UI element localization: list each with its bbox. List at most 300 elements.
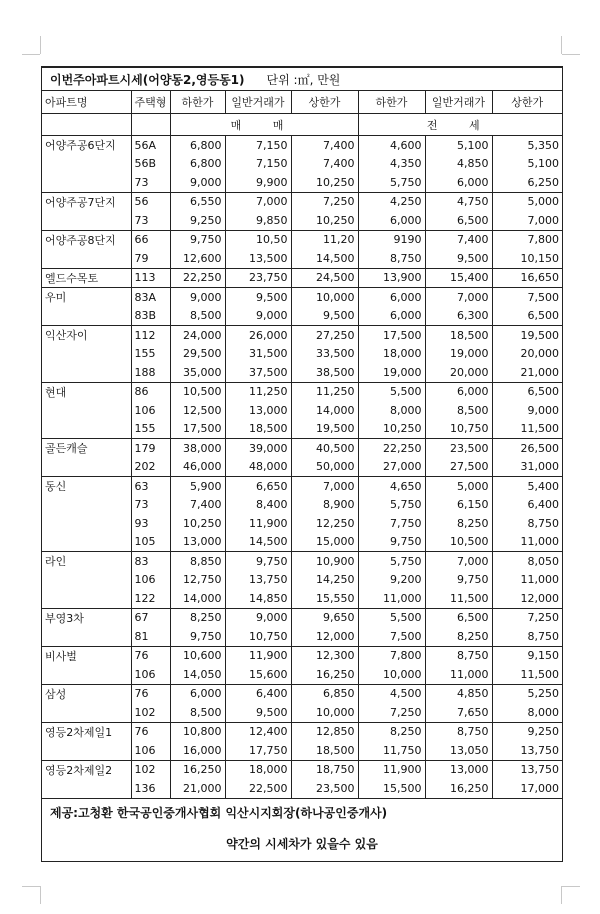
lease-high-cell: 9,000 xyxy=(492,401,562,420)
table-row xyxy=(42,345,562,364)
lease-low-cell: 4,350 xyxy=(358,155,425,174)
footer xyxy=(42,798,562,861)
apartment-name-cell xyxy=(42,458,131,477)
apartment-name-cell xyxy=(42,420,131,439)
sale-high-cell: 12,850 xyxy=(291,722,358,741)
sale-high-cell: 16,250 xyxy=(291,665,358,684)
lease-high-cell: 8,050 xyxy=(492,552,562,571)
sale-normal-cell: 18,000 xyxy=(225,760,291,779)
sale-low-cell: 5,900 xyxy=(170,477,225,496)
lease-low-cell: 8,000 xyxy=(358,401,425,420)
lease-normal-cell: 20,000 xyxy=(425,363,492,382)
lease-low-cell: 10,000 xyxy=(358,665,425,684)
apartment-name-cell: 동신 xyxy=(42,477,131,496)
lease-low-cell: 19,000 xyxy=(358,363,425,382)
lease-normal-cell: 6,150 xyxy=(425,496,492,515)
lease-low-cell: 22,250 xyxy=(358,439,425,458)
lease-high-cell: 10,150 xyxy=(492,249,562,268)
table-row xyxy=(42,173,562,192)
lease-low-cell: 11,900 xyxy=(358,760,425,779)
lease-high-cell: 7,800 xyxy=(492,230,562,249)
sale-low-cell: 8,500 xyxy=(170,307,225,326)
lease-normal-cell: 16,250 xyxy=(425,779,492,798)
table-row xyxy=(42,496,562,515)
sale-low-cell: 9,000 xyxy=(170,288,225,307)
sale-low-cell: 10,600 xyxy=(170,646,225,665)
housing-type-cell: 113 xyxy=(131,268,170,288)
table-row xyxy=(42,230,562,249)
housing-type-cell: 76 xyxy=(131,646,170,665)
lease-low-cell: 6,000 xyxy=(358,307,425,326)
lease-normal-cell: 10,750 xyxy=(425,420,492,439)
apartment-name-cell: 영등2차제일1 xyxy=(42,722,131,741)
col-header-type: 주택형 xyxy=(131,91,170,114)
sale-normal-cell: 23,750 xyxy=(225,268,291,288)
housing-type-cell: 112 xyxy=(131,326,170,345)
sale-normal-cell: 11,900 xyxy=(225,514,291,533)
sale-normal-cell: 13,500 xyxy=(225,249,291,268)
housing-type-cell: 106 xyxy=(131,741,170,760)
lease-high-cell: 31,000 xyxy=(492,458,562,477)
housing-type-cell: 102 xyxy=(131,703,170,722)
sale-normal-cell: 7,150 xyxy=(225,155,291,174)
sale-low-cell: 16,000 xyxy=(170,741,225,760)
housing-type-cell: 188 xyxy=(131,363,170,382)
housing-type-cell: 56B xyxy=(131,155,170,174)
lease-low-cell: 10,250 xyxy=(358,420,425,439)
table-row xyxy=(42,326,562,345)
table-row xyxy=(42,401,562,420)
lease-normal-cell: 7,000 xyxy=(425,288,492,307)
subheader-blank xyxy=(131,114,170,136)
sale-normal-cell: 13,000 xyxy=(225,401,291,420)
title-row xyxy=(42,68,562,91)
lease-normal-cell: 13,050 xyxy=(425,741,492,760)
table-row xyxy=(42,363,562,382)
sale-high-cell: 19,500 xyxy=(291,420,358,439)
lease-normal-cell: 9,500 xyxy=(425,249,492,268)
price-document xyxy=(41,66,563,862)
sale-high-cell: 9,650 xyxy=(291,608,358,627)
sale-low-cell: 12,750 xyxy=(170,571,225,590)
sale-low-cell: 14,050 xyxy=(170,665,225,684)
sale-normal-cell: 14,850 xyxy=(225,589,291,608)
sale-normal-cell: 6,400 xyxy=(225,684,291,703)
lease-low-cell: 5,750 xyxy=(358,552,425,571)
sale-high-cell: 12,250 xyxy=(291,514,358,533)
sale-low-cell: 6,800 xyxy=(170,155,225,174)
sale-low-cell: 21,000 xyxy=(170,779,225,798)
sale-high-cell: 10,000 xyxy=(291,288,358,307)
sale-high-cell: 9,500 xyxy=(291,307,358,326)
sale-low-cell: 8,500 xyxy=(170,703,225,722)
sale-high-cell: 15,550 xyxy=(291,589,358,608)
apartment-name-cell xyxy=(42,307,131,326)
table-row xyxy=(42,684,562,703)
table-row xyxy=(42,136,562,155)
lease-high-cell: 5,100 xyxy=(492,155,562,174)
crop-mark xyxy=(22,886,40,887)
sale-low-cell: 14,000 xyxy=(170,589,225,608)
apartment-name-cell xyxy=(42,173,131,192)
lease-low-cell: 15,500 xyxy=(358,779,425,798)
lease-normal-cell: 11,000 xyxy=(425,665,492,684)
sale-normal-cell: 9,900 xyxy=(225,173,291,192)
crop-mark xyxy=(562,886,580,887)
lease-high-cell: 11,000 xyxy=(492,571,562,590)
sale-low-cell: 8,850 xyxy=(170,552,225,571)
housing-type-cell: 155 xyxy=(131,420,170,439)
housing-type-cell: 63 xyxy=(131,477,170,496)
apartment-name-cell xyxy=(42,496,131,515)
apartment-name-cell: 골든캐슬 xyxy=(42,439,131,458)
housing-type-cell: 73 xyxy=(131,211,170,230)
col-header-lease-normal: 일반거래가 xyxy=(425,91,492,114)
sale-normal-cell: 17,750 xyxy=(225,741,291,760)
sale-normal-cell: 12,400 xyxy=(225,722,291,741)
sale-normal-cell: 18,500 xyxy=(225,420,291,439)
sale-group-label: 매 매 xyxy=(170,114,358,136)
table-row xyxy=(42,665,562,684)
lease-high-cell: 19,500 xyxy=(492,326,562,345)
lease-normal-cell: 8,500 xyxy=(425,401,492,420)
apartment-name-cell xyxy=(42,345,131,364)
crop-mark xyxy=(40,36,41,54)
sale-low-cell: 10,800 xyxy=(170,722,225,741)
col-header-sale-high: 상한가 xyxy=(291,91,358,114)
lease-low-cell: 7,250 xyxy=(358,703,425,722)
table-row xyxy=(42,439,562,458)
sale-normal-cell: 11,250 xyxy=(225,382,291,401)
lease-normal-cell: 19,000 xyxy=(425,345,492,364)
sale-low-cell: 24,000 xyxy=(170,326,225,345)
lease-normal-cell: 9,750 xyxy=(425,571,492,590)
lease-low-cell: 9,200 xyxy=(358,571,425,590)
housing-type-cell: 202 xyxy=(131,458,170,477)
sale-high-cell: 11,20 xyxy=(291,230,358,249)
sale-high-cell: 7,400 xyxy=(291,155,358,174)
sale-high-cell: 10,900 xyxy=(291,552,358,571)
sale-high-cell: 40,500 xyxy=(291,439,358,458)
sale-low-cell: 6,000 xyxy=(170,684,225,703)
lease-high-cell: 6,500 xyxy=(492,307,562,326)
apartment-name-cell: 부영3차 xyxy=(42,608,131,627)
table-row xyxy=(42,608,562,627)
sale-high-cell: 14,000 xyxy=(291,401,358,420)
sale-high-cell: 11,250 xyxy=(291,382,358,401)
housing-type-cell: 56 xyxy=(131,192,170,211)
lease-high-cell: 12,000 xyxy=(492,589,562,608)
apartment-name-cell xyxy=(42,571,131,590)
lease-normal-cell: 27,500 xyxy=(425,458,492,477)
table-row xyxy=(42,589,562,608)
housing-type-cell: 73 xyxy=(131,173,170,192)
lease-high-cell: 5,350 xyxy=(492,136,562,155)
lease-normal-cell: 11,500 xyxy=(425,589,492,608)
housing-type-cell: 83A xyxy=(131,288,170,307)
sale-normal-cell: 13,750 xyxy=(225,571,291,590)
sale-normal-cell: 10,750 xyxy=(225,627,291,646)
lease-high-cell: 16,650 xyxy=(492,268,562,288)
apartment-name-cell: 익산자이 xyxy=(42,326,131,345)
col-header-lease-high: 상한가 xyxy=(492,91,562,114)
sale-low-cell: 12,500 xyxy=(170,401,225,420)
sale-high-cell: 15,000 xyxy=(291,533,358,552)
lease-high-cell: 7,000 xyxy=(492,211,562,230)
lease-low-cell: 7,500 xyxy=(358,627,425,646)
lease-high-cell: 13,750 xyxy=(492,760,562,779)
lease-high-cell: 17,000 xyxy=(492,779,562,798)
lease-normal-cell: 15,400 xyxy=(425,268,492,288)
sale-high-cell: 7,000 xyxy=(291,477,358,496)
lease-normal-cell: 7,650 xyxy=(425,703,492,722)
table-row xyxy=(42,571,562,590)
apartment-name-cell xyxy=(42,155,131,174)
crop-mark xyxy=(562,54,580,55)
lease-normal-cell: 6,300 xyxy=(425,307,492,326)
sale-high-cell: 24,500 xyxy=(291,268,358,288)
sale-normal-cell: 9,500 xyxy=(225,703,291,722)
disclaimer-line: 약간의 시세차가 있을수 있음 xyxy=(226,837,378,851)
table-row xyxy=(42,741,562,760)
sale-high-cell: 18,500 xyxy=(291,741,358,760)
sale-low-cell: 6,800 xyxy=(170,136,225,155)
sale-normal-cell: 22,500 xyxy=(225,779,291,798)
sale-low-cell: 22,250 xyxy=(170,268,225,288)
table-row xyxy=(42,268,562,288)
housing-type-cell: 83B xyxy=(131,307,170,326)
sale-normal-cell: 31,500 xyxy=(225,345,291,364)
table-row xyxy=(42,288,562,307)
table-row xyxy=(42,420,562,439)
lease-low-cell: 9190 xyxy=(358,230,425,249)
lease-low-cell: 6,000 xyxy=(358,211,425,230)
col-header-apartment: 아파트명 xyxy=(42,91,131,114)
sale-low-cell: 35,000 xyxy=(170,363,225,382)
lease-low-cell: 4,250 xyxy=(358,192,425,211)
lease-normal-cell: 13,000 xyxy=(425,760,492,779)
lease-normal-cell: 4,850 xyxy=(425,155,492,174)
col-header-sale-low: 하한가 xyxy=(170,91,225,114)
lease-low-cell: 8,250 xyxy=(358,722,425,741)
sale-normal-cell: 9,000 xyxy=(225,307,291,326)
apartment-name-cell: 엘드수목토 xyxy=(42,268,131,288)
table-row xyxy=(42,760,562,779)
housing-type-cell: 73 xyxy=(131,496,170,515)
lease-high-cell: 11,000 xyxy=(492,533,562,552)
apartment-name-cell: 어양주공6단지 xyxy=(45,139,116,153)
lease-high-cell: 11,500 xyxy=(492,665,562,684)
lease-normal-cell: 6,500 xyxy=(425,608,492,627)
sale-low-cell: 10,500 xyxy=(170,382,225,401)
sale-low-cell: 8,250 xyxy=(170,608,225,627)
sale-high-cell: 14,250 xyxy=(291,571,358,590)
lease-high-cell: 8,750 xyxy=(492,627,562,646)
lease-group-label: 전 세 xyxy=(358,114,562,136)
lease-high-cell: 11,500 xyxy=(492,420,562,439)
lease-low-cell: 7,750 xyxy=(358,514,425,533)
lease-high-cell: 6,250 xyxy=(492,173,562,192)
crop-mark xyxy=(561,36,562,54)
housing-type-cell: 56A xyxy=(131,136,170,155)
apartment-name-cell xyxy=(42,363,131,382)
lease-low-cell: 4,600 xyxy=(358,136,425,155)
lease-normal-cell: 7,400 xyxy=(425,230,492,249)
unit-label: 단위 :㎡, 만원 xyxy=(266,72,341,87)
apartment-name-cell: 비사벌 xyxy=(42,646,131,665)
sale-high-cell: 14,500 xyxy=(291,249,358,268)
housing-type-cell: 105 xyxy=(131,533,170,552)
apartment-name-cell xyxy=(42,533,131,552)
lease-normal-cell: 5,100 xyxy=(425,136,492,155)
price-table xyxy=(42,91,562,798)
apartment-name-cell xyxy=(42,703,131,722)
col-header-lease-low: 하한가 xyxy=(358,91,425,114)
lease-low-cell: 11,750 xyxy=(358,741,425,760)
lease-normal-cell: 8,750 xyxy=(425,722,492,741)
lease-normal-cell: 8,250 xyxy=(425,627,492,646)
table-row xyxy=(42,627,562,646)
sale-normal-cell: 15,600 xyxy=(225,665,291,684)
lease-normal-cell: 4,850 xyxy=(425,684,492,703)
apartment-name-cell: 영등2차제일2 xyxy=(42,760,131,779)
sale-high-cell: 27,250 xyxy=(291,326,358,345)
sale-normal-cell: 48,000 xyxy=(225,458,291,477)
lease-high-cell: 5,250 xyxy=(492,684,562,703)
lease-high-cell: 21,000 xyxy=(492,363,562,382)
lease-low-cell: 5,750 xyxy=(358,173,425,192)
sale-high-cell: 50,000 xyxy=(291,458,358,477)
table-body xyxy=(42,136,562,798)
lease-normal-cell: 8,750 xyxy=(425,646,492,665)
table-row xyxy=(42,155,562,174)
lease-normal-cell: 8,250 xyxy=(425,514,492,533)
apartment-name-cell: 어양주공8단지 xyxy=(42,230,131,249)
apartment-name-cell xyxy=(42,401,131,420)
lease-normal-cell: 6,000 xyxy=(425,173,492,192)
lease-high-cell: 6,500 xyxy=(492,382,562,401)
housing-type-cell: 155 xyxy=(131,345,170,364)
apartment-name-cell xyxy=(42,741,131,760)
sale-normal-cell: 7,000 xyxy=(225,192,291,211)
housing-type-cell: 179 xyxy=(131,439,170,458)
apartment-name-cell xyxy=(42,589,131,608)
sale-high-cell: 10,000 xyxy=(291,703,358,722)
sale-low-cell: 17,500 xyxy=(170,420,225,439)
doc-title: 이번주아파트시세(어양동2,영등동1) xyxy=(50,72,245,87)
lease-high-cell: 26,500 xyxy=(492,439,562,458)
table-row xyxy=(42,533,562,552)
housing-type-cell: 76 xyxy=(131,684,170,703)
sale-low-cell: 16,250 xyxy=(170,760,225,779)
apartment-name-cell xyxy=(42,249,131,268)
housing-type-cell: 76 xyxy=(131,722,170,741)
lease-normal-cell: 10,500 xyxy=(425,533,492,552)
lease-normal-cell: 18,500 xyxy=(425,326,492,345)
table-row xyxy=(42,458,562,477)
housing-type-cell: 106 xyxy=(131,665,170,684)
housing-type-cell: 83 xyxy=(131,552,170,571)
sale-low-cell: 46,000 xyxy=(170,458,225,477)
sale-low-cell: 6,550 xyxy=(170,192,225,211)
lease-high-cell: 9,150 xyxy=(492,646,562,665)
lease-low-cell: 5,500 xyxy=(358,382,425,401)
housing-type-cell: 79 xyxy=(131,249,170,268)
lease-low-cell: 13,900 xyxy=(358,268,425,288)
lease-normal-cell: 5,000 xyxy=(425,477,492,496)
lease-normal-cell: 6,000 xyxy=(425,382,492,401)
lease-high-cell: 8,000 xyxy=(492,703,562,722)
lease-low-cell: 18,000 xyxy=(358,345,425,364)
sale-normal-cell: 10,50 xyxy=(225,230,291,249)
lease-low-cell: 4,650 xyxy=(358,477,425,496)
table-row xyxy=(42,382,562,401)
lease-high-cell: 7,250 xyxy=(492,608,562,627)
lease-high-cell: 20,000 xyxy=(492,345,562,364)
sale-low-cell: 12,600 xyxy=(170,249,225,268)
credit-line: 제공:고청환 한국공인중개사협회 익산시지회장(하나공인중개사) xyxy=(50,806,388,820)
lease-high-cell: 5,400 xyxy=(492,477,562,496)
table-row xyxy=(42,211,562,230)
lease-high-cell: 8,750 xyxy=(492,514,562,533)
sale-low-cell: 38,000 xyxy=(170,439,225,458)
table-row xyxy=(42,646,562,665)
housing-type-cell: 122 xyxy=(131,589,170,608)
apartment-name-cell xyxy=(42,627,131,646)
table-row xyxy=(42,249,562,268)
sale-normal-cell: 8,400 xyxy=(225,496,291,515)
housing-type-cell: 93 xyxy=(131,514,170,533)
sale-normal-cell: 6,650 xyxy=(225,477,291,496)
subheader-blank xyxy=(42,114,131,136)
lease-low-cell: 11,000 xyxy=(358,589,425,608)
sale-high-cell: 8,900 xyxy=(291,496,358,515)
lease-low-cell: 4,500 xyxy=(358,684,425,703)
sale-low-cell: 29,500 xyxy=(170,345,225,364)
sale-high-cell: 23,500 xyxy=(291,779,358,798)
table-row xyxy=(42,703,562,722)
sale-low-cell: 9,000 xyxy=(170,173,225,192)
sale-normal-cell: 14,500 xyxy=(225,533,291,552)
sale-normal-cell: 39,000 xyxy=(225,439,291,458)
housing-type-cell: 106 xyxy=(131,571,170,590)
lease-high-cell: 9,250 xyxy=(492,722,562,741)
sale-high-cell: 7,250 xyxy=(291,192,358,211)
sale-low-cell: 9,750 xyxy=(170,230,225,249)
table-row xyxy=(42,779,562,798)
lease-normal-cell: 6,500 xyxy=(425,211,492,230)
apartment-name-cell: 우미 xyxy=(42,288,131,307)
apartment-name-cell xyxy=(42,211,131,230)
housing-type-cell: 102 xyxy=(131,760,170,779)
sale-normal-cell: 9,750 xyxy=(225,552,291,571)
col-header-sale-normal: 일반거래가 xyxy=(225,91,291,114)
sale-low-cell: 13,000 xyxy=(170,533,225,552)
apartment-name-cell xyxy=(42,779,131,798)
table-row xyxy=(42,552,562,571)
sale-high-cell: 7,400 xyxy=(291,136,358,155)
crop-mark xyxy=(40,886,41,904)
apartment-name-cell: 라인 xyxy=(42,552,131,571)
sale-normal-cell: 11,900 xyxy=(225,646,291,665)
crop-mark xyxy=(22,54,40,55)
sale-low-cell: 9,250 xyxy=(170,211,225,230)
sale-low-cell: 7,400 xyxy=(170,496,225,515)
lease-low-cell: 27,000 xyxy=(358,458,425,477)
sale-normal-cell: 9,850 xyxy=(225,211,291,230)
sale-high-cell: 6,850 xyxy=(291,684,358,703)
lease-high-cell: 13,750 xyxy=(492,741,562,760)
